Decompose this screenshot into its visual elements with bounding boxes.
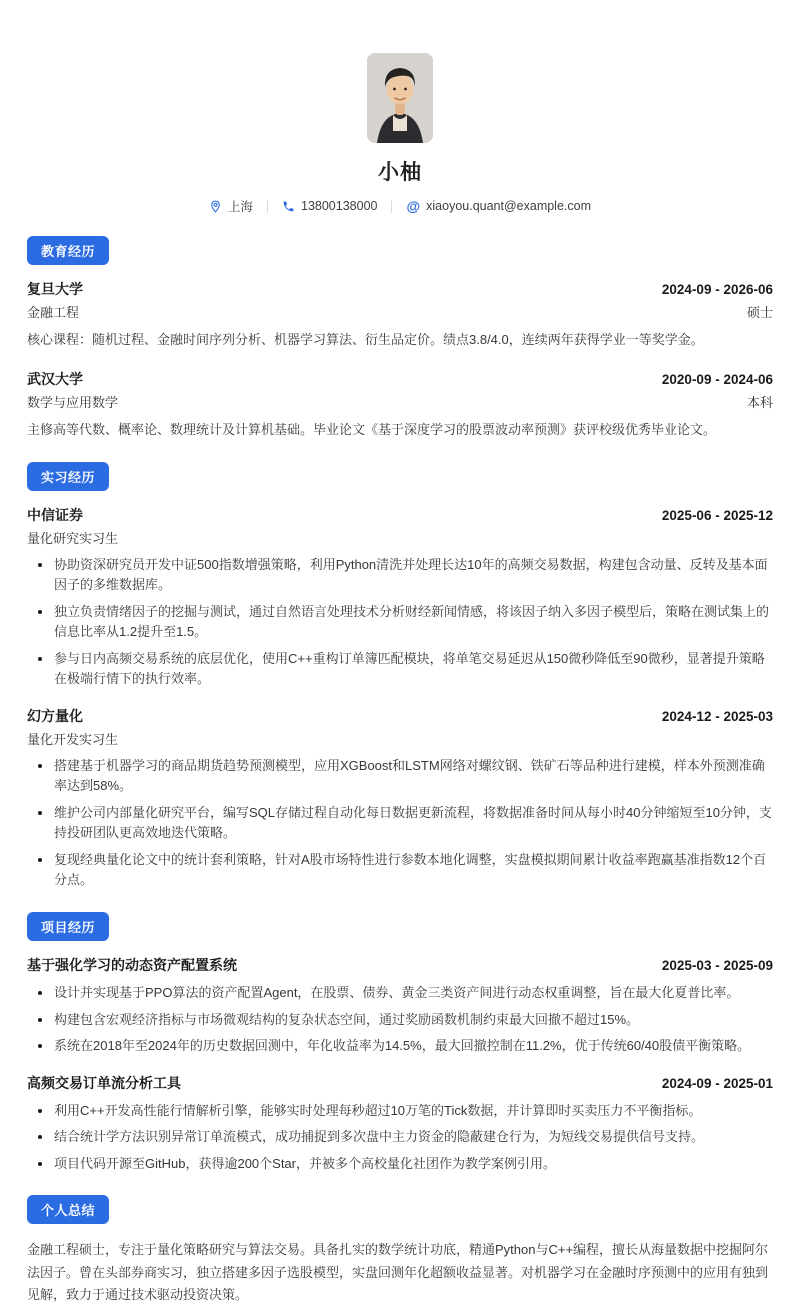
school-name: 复旦大学 xyxy=(27,281,83,297)
contact-row xyxy=(27,197,773,215)
project-name: 高频交易订单流分析工具 xyxy=(27,1074,181,1091)
entry-subheader xyxy=(27,528,773,547)
bullet-item: 项目代码开源至GitHub，获得逾200个Star，并被多个高校量化社团作为教学案例引用。 xyxy=(27,1154,773,1175)
contact-phone xyxy=(282,199,377,213)
entry-header xyxy=(27,706,773,726)
date-range: 2025-06 - 2025-12 xyxy=(661,507,773,523)
contact-email xyxy=(406,199,591,213)
education-description: 主修高等代数、概率论、数理统计及计算机基础。毕业论文《基于深度学习的股票波动率预测》获评校级优秀毕业论文。 xyxy=(27,421,717,437)
section-badge-projects: 项目经历 xyxy=(27,912,109,941)
school-name: 武汉大学 xyxy=(27,370,83,387)
profile-photo xyxy=(367,53,433,143)
company-name: 中信证券 xyxy=(27,506,83,523)
company-name: 幻方量化 xyxy=(27,707,83,724)
contact-divider xyxy=(267,200,268,213)
bullet-list xyxy=(27,555,773,690)
entry-subheader xyxy=(27,392,773,411)
profile-photo-illustration xyxy=(367,53,433,143)
project-name: 基于强化学习的动态资产配置系统 xyxy=(27,956,237,973)
project-entry xyxy=(27,1073,773,1175)
section-badge-internship: 实习经历 xyxy=(27,462,109,491)
email-at-icon: @ xyxy=(406,198,421,214)
section-badge-education: 教育经历 xyxy=(27,236,109,265)
entry-header xyxy=(27,279,773,299)
project-entry xyxy=(27,955,773,1057)
date-range: 2024-09 - 2026-06 xyxy=(661,282,773,297)
bullet-item: 搭建基于机器学习的商品期货趋势预测模型，应用XGBoost和LSTM网络对螺纹钢、铁矿石等品种进行建模，样本外预测准确率达到58%。 xyxy=(27,756,773,797)
contact-location-text: 上海 xyxy=(227,200,253,214)
contact-divider xyxy=(391,200,392,213)
contact-location xyxy=(209,197,253,215)
job-title: 量化开发实习生 xyxy=(27,731,119,747)
entry-header xyxy=(27,369,773,389)
entry-header xyxy=(27,1073,773,1093)
bullet-item: 构建包含宏观经济指标与市场微观结构的复杂状态空间，通过奖励函数机制约束最大回撤不超过15%。 xyxy=(27,1010,773,1031)
entry-header xyxy=(27,505,773,525)
bullet-item: 独立负责情绪因子的挖掘与测试，通过自然语言处理技术分析财经新闻情感，将该因子纳入多因子模型后，策略在测试集上的信息比率从1.2提升至1.5。 xyxy=(27,602,773,643)
bullet-item: 复现经典量化论文中的统计套利策略，针对A股市场特性进行参数本地化调整，实盘模拟期间累计收益率跑赢基准指数12个百分点。 xyxy=(27,850,773,891)
internship-entry xyxy=(27,706,773,891)
date-range: 2024-12 - 2025-03 xyxy=(661,708,773,724)
phone-icon xyxy=(282,200,295,213)
entry-subheader xyxy=(27,729,773,748)
contact-email-text: xiaoyou.quant@example.com xyxy=(426,199,592,213)
entry-subheader xyxy=(27,302,773,321)
date-range: 2020-09 - 2024-06 xyxy=(661,371,773,387)
section-internship xyxy=(27,462,773,891)
education-entry xyxy=(27,279,773,351)
bullet-item: 利用C++开发高性能行情解析引擎，能够实时处理每秒超过10万笔的Tick数据，并计算即时买卖压力不平衡指标。 xyxy=(27,1101,773,1122)
location-pin-icon xyxy=(209,200,222,213)
bullet-item: 系统在2018年至2024年的历史数据回测中，年化收益率为14.5%，最大回撤控制在11.2%，优于传统60/40股债平衡策略。 xyxy=(27,1036,773,1057)
bullet-item: 协助资深研究员开发中证500指数增强策略，利用Python清洗并处理长达10年的高频交易数据，构建包含动量、反转及基本面因子的多维数据库。 xyxy=(27,555,773,596)
contact-phone-text: 13800138000 xyxy=(301,199,378,213)
education-description: 核心课程：随机过程、金融时间序列分析、机器学习算法、衍生品定价。绩点3.8/4.0，连续两年获得学业一等奖学金。 xyxy=(27,332,704,347)
bullet-item: 参与日内高频交易系统的底层优化，使用C++重构订单簿匹配模块，将单笔交易延迟从150微秒降低至90微秒，显著提升策略在极端行情下的执行效率。 xyxy=(27,649,773,690)
date-range: 2024-09 - 2025-01 xyxy=(661,1075,773,1091)
entry-header xyxy=(27,955,773,975)
degree: 硕士 xyxy=(746,305,773,320)
major: 金融工程 xyxy=(27,305,80,320)
candidate-name: 小柚 xyxy=(378,161,422,184)
job-title: 量化研究实习生 xyxy=(27,530,119,546)
degree: 本科 xyxy=(746,394,773,410)
bullet-list xyxy=(27,1101,773,1175)
section-education xyxy=(27,236,773,441)
bullet-item: 维护公司内部量化研究平台，编写SQL存储过程自动化每日数据更新流程，将数据准备时间从每小时40分钟缩短至10分钟，支持投研团队更高效地迭代策略。 xyxy=(27,803,773,844)
date-range: 2025-03 - 2025-09 xyxy=(661,957,773,973)
bullet-item: 设计并实现基于PPO算法的资产配置Agent，在股票、债券、黄金三类资产间进行动态权重调整，旨在最大化夏普比率。 xyxy=(27,983,773,1004)
section-projects xyxy=(27,912,773,1174)
section-summary xyxy=(27,1195,773,1306)
section-badge-summary: 个人总结 xyxy=(27,1195,109,1224)
education-entry xyxy=(27,369,773,441)
header xyxy=(27,0,773,143)
major: 数学与应用数学 xyxy=(27,394,119,410)
summary-text: 金融工程硕士，专注于量化策略研究与算法交易。具备扎实的数学统计功底，精通Python与C++编程，擅长从海量数据中挖掘阿尔法因子。曾在头部券商实习，独立搭建多因子选股模型，实盘回测年化超额收益显著。对机器学习在金融时序预测中的应用有独到见解，致力于通过技术驱动投资决策。 xyxy=(27,1242,769,1302)
bullet-item: 结合统计学方法识别异常订单流模式，成功捕捉到多次盘中主力资金的隐蔽建仓行为，为短线交易提供信号支持。 xyxy=(27,1127,773,1148)
internship-entry xyxy=(27,505,773,690)
bullet-list xyxy=(27,983,773,1057)
bullet-list xyxy=(27,756,773,891)
